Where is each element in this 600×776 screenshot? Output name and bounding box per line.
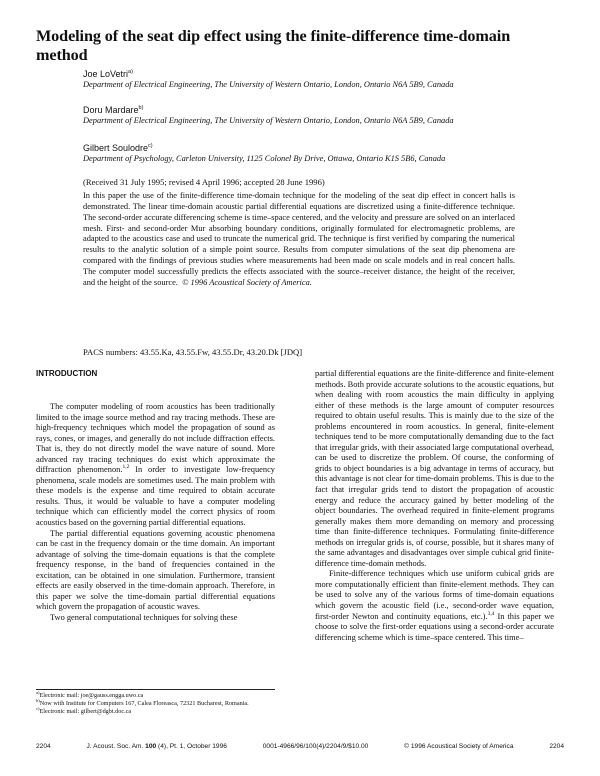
page-footer xyxy=(36,743,564,751)
footnote-c xyxy=(36,708,275,716)
author-1-name: Joe LoVetri xyxy=(83,69,129,79)
intro-paragraph-1a: The computer modeling of room acoustics has been traditionally limited to the image source method and ray tracing methods. These are high-frequency techniques which model the propagation of sound as rays, cones, or images, and generally do not include diffraction effects. That is, they do not directly model the wave nature of sound. More advanced ray tracing techniques do exist which approximate the diffraction phenomenon. xyxy=(36,402,275,475)
footer-copyright: © 1996 Acoustical Society of America xyxy=(404,743,514,750)
footnote-b-text: Now with Institute for Computers 167, Calea Floreasca, 72321 Bucharest, Romania. xyxy=(39,700,249,708)
intro-paragraph-1b: In order to investigate low-frequency phenomena, scale models are sometimes used. The main problem with these models is the expense and time required to obtain accurate results. Thus, it would be valuable to have a computer modeling technique which can efficiently model the correct physics of room acoustics based on the governing partial differential equations. xyxy=(36,465,275,528)
footnote-c-text: Electronic mail: gilbert@dgbt.doc.ca xyxy=(39,708,132,716)
footer-journal: J. Acoust. Soc. Am. xyxy=(86,743,144,750)
footnote-rule xyxy=(36,689,275,690)
author-1-mark: a) xyxy=(128,69,133,75)
left-column xyxy=(36,369,275,623)
footnote-a-mark: a) xyxy=(36,689,40,695)
footer-codes: 0001-4966/96/100(4)/2204/9/$10.00 xyxy=(262,743,369,750)
author-3 xyxy=(83,143,153,154)
author-2-affiliation: Department of Electrical Engineering, The University of Western Ontario, London, Ontario N6A 5B9, Canada xyxy=(83,116,454,125)
right-paragraph-2 xyxy=(315,569,554,643)
section-heading-introduction: INTRODUCTION xyxy=(36,369,98,378)
footnote-b-mark: b) xyxy=(36,698,40,704)
pacs-numbers: PACS numbers: 43.55.Ka, 43.55.Fw, 43.55.Dr, 43.20.Dk [JDQ] xyxy=(83,347,303,357)
footnotes xyxy=(36,689,275,717)
intro-paragraph-2: The partial differential equations governing acoustic phenomena can be cast in the frequency domain or the time domain. An important advantage of solving the time-domain equations is that the complete frequency response, in the band of frequencies contained in the excitation, can be obtained in one simulation. Furthermore, transient effects are easily observed in the time-domain approach. Therefore, in this paper we solve the time-domain partial differential equations which govern the propagation of acoustic waves. xyxy=(36,528,275,612)
footer-issue: (4), Pt. 1, October 1996 xyxy=(158,743,227,750)
right-paragraph-1: partial differential equations are the finite-difference and finite-element methods. Both provide accurate solutions to the acoustic equations, but when dealing with room acoustics the main difficulty in applying either of these methods is the large amount of computer resources required to obtain useful results. This is mainly due to the size of the problems encountered in room acoustics. In general, finite-element techniques tend to be more computationally demanding due to the fact that irregular grids, with their associated large computational overhead, can be used to discretize the problem. Of course, the conforming of grids to object boundaries is a big advantage in terms of accuracy, but this advantage is not clear for time-domain problems. This is due to the fact that irregular grids tend to distort the propagation of acoustic energy and reduce the accuracy gained by better modeling of the object boundaries. The overhead required in finite-element programs generally makes them more demanding on memory and processing time than finite-difference techniques. Formulating finite-difference methods on irregular grids is, of course, possible, but it shares many of the same advantages and disadvantages over simple cubical grid finite-difference time-domain methods. xyxy=(315,369,554,568)
footer-page-right: 2204 xyxy=(549,743,564,750)
author-2-mark: b) xyxy=(138,105,144,111)
reference-3-4: 3,4 xyxy=(487,610,495,617)
abstract xyxy=(83,191,515,289)
author-2 xyxy=(83,105,143,116)
received-dates: (Received 31 July 1995; revised 4 April 1996; accepted 28 June 1996) xyxy=(83,177,325,187)
footnote-c-mark: c) xyxy=(36,706,40,712)
reference-1-2: 1,2 xyxy=(122,464,130,471)
author-3-mark: c) xyxy=(148,143,153,149)
author-3-affiliation: Department of Psychology, Carleton University, 1125 Colonel By Drive, Ottawa, Ontario K1S 5B6, Canada xyxy=(83,154,446,163)
footer-journal-info xyxy=(87,743,227,751)
author-1 xyxy=(83,69,133,80)
footnote-a-text: Electronic mail: joe@gauss.engga.uwo.ca xyxy=(39,692,144,699)
paper-title: Modeling of the seat dip effect using the finite-difference time-domain method xyxy=(36,27,511,64)
intro-paragraph-1 xyxy=(36,402,275,529)
author-2-name: Doru Mardare xyxy=(83,105,139,115)
author-1-affiliation: Department of Electrical Engineering, The University of Western Ontario, London, Ontario N6A 5B9, Canada xyxy=(83,80,454,89)
right-paragraph-2b: In this paper we choose to solve the first-order equations using a second-order accurate differencing scheme which is time–space centered. This time– xyxy=(315,611,554,642)
abstract-copyright: © 1996 Acoustical Society of America. xyxy=(182,277,312,287)
intro-paragraph-3: Two general computational techniques for solving these xyxy=(50,612,238,622)
footnote-a xyxy=(36,689,275,700)
footer-volume: 100 xyxy=(145,743,157,750)
footer-page-left: 2204 xyxy=(36,743,51,750)
abstract-text: In this paper the use of the finite-difference time-domain technique for the modeling of the seat dip effect in concert halls is demonstrated. The linear time-domain acoustic partial differential equations are discretized using a finite-difference technique. The second-order accurate differencing scheme is time–space centered, and the velocity and pressure are solved on an interlaced mesh. First- and second-order Mur absorbing boundary conditions, originally formulated for electromagnetic problems, are adapted to the acoustics case and used to truncate the numerical grid. The technique is first verified by comparing the numerical results to the analytic solution of a simple point source. Results from computer simulations of the seat dip phenomena are compared with the findings of previous studies where measurements had been made on scale models and in real concert halls. The computer model successfully predicts the effects associated with the source–receiver distance, the height of the receiver, and the height of the source. xyxy=(83,191,515,287)
right-paragraph-2a: Finite-difference techniques which use uniform cubical grids are more computationally efficient than finite-element methods. They can be used to solve any of the various forms of time-domain equations which govern the acoustic field (i.e., second-order wave equation, first-order Newton and continuity equations, etc.). xyxy=(315,569,554,621)
author-3-name: Gilbert Soulodre xyxy=(83,143,149,153)
right-column xyxy=(315,369,554,643)
